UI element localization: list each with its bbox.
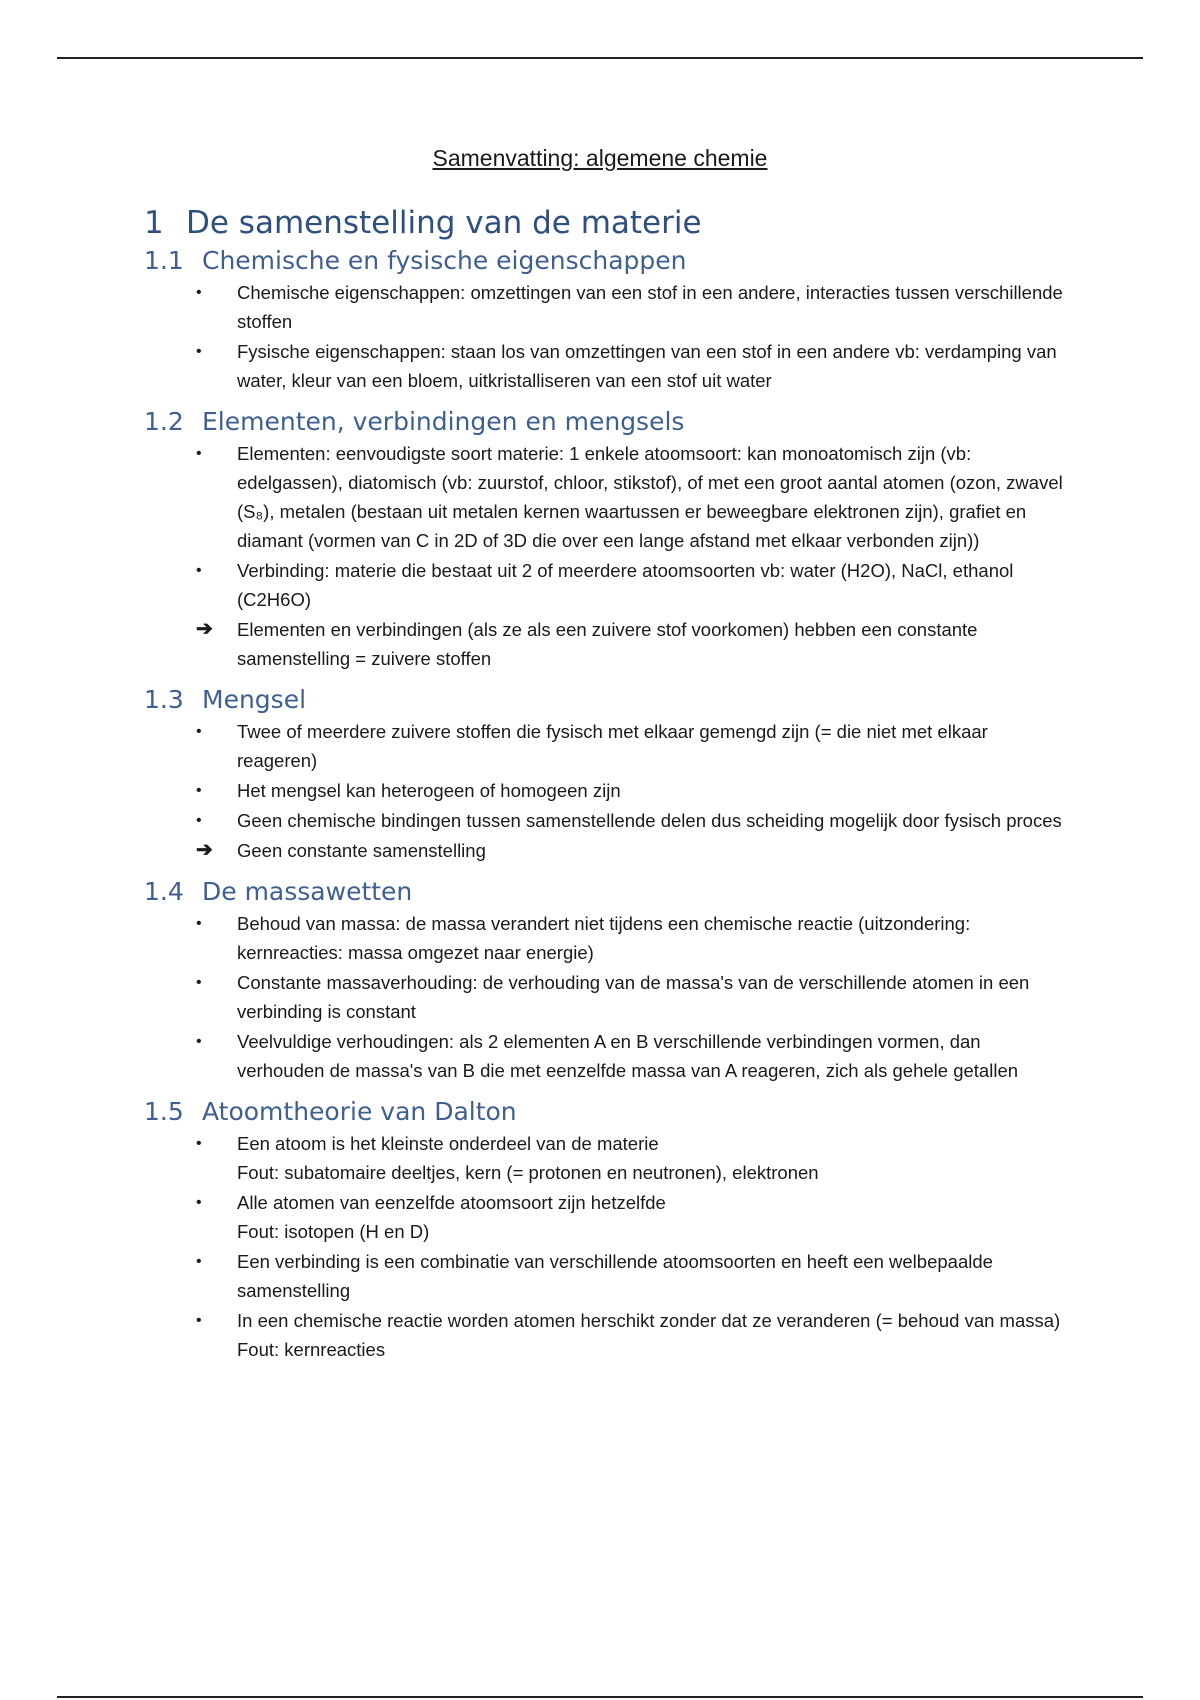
list-item <box>144 1306 1064 1364</box>
bullet-icon: • <box>196 915 202 932</box>
list-item <box>144 439 1064 555</box>
item-text: Het mengsel kan heterogeen of homogeen zijn <box>237 780 621 801</box>
section-1-1 <box>144 244 1064 395</box>
section-1-2 <box>144 405 1064 673</box>
top-rule <box>57 57 1143 59</box>
conclusion-item <box>144 615 1064 673</box>
list-item <box>144 717 1064 775</box>
section-title: Chemische en fysische eigenschappen <box>202 246 687 275</box>
item-list <box>144 1129 1064 1364</box>
bullet-icon: • <box>196 1033 202 1050</box>
list-item <box>144 337 1064 395</box>
list-item <box>144 776 1064 805</box>
item-text: Chemische eigenschappen: omzettingen van een stof in een andere, interacties tussen verschillende stoffen <box>237 282 1063 332</box>
section-1-4 <box>144 875 1064 1085</box>
section-title: De massawetten <box>202 877 413 906</box>
section-number: 1.5 <box>144 1097 184 1126</box>
chapter-number: 1 <box>144 205 164 241</box>
item-text: Geen chemische bindingen tussen samenstellende delen dus scheiding mogelijk door fysisch proces <box>237 810 1062 831</box>
item-text: Veelvuldige verhoudingen: als 2 elementen A en B verschillende verbindingen vormen, dan verhouden de massa's van B die met eenzelfde massa van A reageren, zich als gehele getallen <box>237 1031 1019 1081</box>
bullet-icon: • <box>196 812 202 829</box>
bullet-icon: • <box>196 445 202 462</box>
item-text: Constante massaverhouding: de verhouding van de massa's van de verschillende atomen in een verbinding is constant <box>237 972 1030 1022</box>
bottom-rule <box>57 1696 1143 1698</box>
item-text: Fysische eigenschappen: staan los van omzettingen van een stof in een andere vb: verdamping van water, kleur van een bloem, uitkristalliseren van een stof uit water <box>237 341 1057 391</box>
list-item <box>144 1188 1064 1246</box>
bullet-icon: • <box>196 1312 202 1329</box>
section-1-3 <box>144 683 1064 865</box>
item-text: In een chemische reactie worden atomen herschikt zonder dat ze veranderen (= behoud van massa) <box>237 1310 1061 1331</box>
sections-container <box>144 244 1064 1364</box>
item-text: Een verbinding is een combinatie van verschillende atoomsoorten en heeft een welbepaalde samenstelling <box>237 1251 993 1301</box>
item-text: Elementen: eenvoudigste soort materie: 1 enkele atoomsoort: kan monoatomisch zijn (vb: edelgassen), diatomisch (vb: zuurstof, chloor, stikstof), of met een groot aantal atomen (ozon, zwavel (S₈), metalen (bestaan uit metalen kernen waartussen er beweegbare elektronen zijn), grafiet en diamant (vormen van C in 2D of 3D die over een lange afstand met elkaar verbonden zijn)) <box>237 443 1063 551</box>
item-text: Twee of meerdere zuivere stoffen die fysisch met elkaar gemengd zijn (= die niet met elkaar reageren) <box>237 721 988 771</box>
arrow-icon: ➔ <box>196 839 213 861</box>
item-list <box>144 278 1064 395</box>
bullet-icon: • <box>196 284 202 301</box>
item-text: Behoud van massa: de massa verandert niet tijdens een chemische reactie (uitzondering: kernreacties: massa omgezet naar energie) <box>237 913 971 963</box>
item-list <box>144 717 1064 865</box>
list-item <box>144 968 1064 1026</box>
section-title: Mengsel <box>202 685 307 714</box>
document-body <box>144 203 1064 1374</box>
bullet-icon: • <box>196 782 202 799</box>
section-heading <box>144 875 1064 909</box>
item-text: Alle atomen van eenzelfde atoomsoort zijn hetzelfde <box>237 1192 666 1213</box>
document-title: Samenvatting: algemene chemie <box>432 145 768 171</box>
arrow-icon: ➔ <box>196 618 213 640</box>
section-heading <box>144 244 1064 278</box>
item-text: Een atoom is het kleinste onderdeel van de materie <box>237 1133 659 1154</box>
item-text: Elementen en verbindingen (als ze als een zuivere stof voorkomen) hebben een constante samenstelling = zuivere stoffen <box>237 619 978 669</box>
section-heading <box>144 405 1064 439</box>
section-1-5 <box>144 1095 1064 1364</box>
chapter-heading <box>144 203 1064 243</box>
section-number: 1.3 <box>144 685 184 714</box>
list-item <box>144 1247 1064 1305</box>
section-heading <box>144 1095 1064 1129</box>
conclusion-item <box>144 836 1064 865</box>
item-text: Geen constante samenstelling <box>237 840 486 861</box>
section-number: 1.1 <box>144 246 184 275</box>
chapter-title: De samenstelling van de materie <box>186 205 702 241</box>
bullet-icon: • <box>196 723 202 740</box>
section-number: 1.2 <box>144 407 184 436</box>
list-item <box>144 556 1064 614</box>
list-item <box>144 1129 1064 1187</box>
list-item <box>144 909 1064 967</box>
section-title: Atoomtheorie van Dalton <box>202 1097 517 1126</box>
item-list <box>144 439 1064 673</box>
bullet-icon: • <box>196 1253 202 1270</box>
item-text: Verbinding: materie die bestaat uit 2 of meerdere atoomsoorten vb: water (H2O), NaCl, ethanol (C2H6O) <box>237 560 1014 610</box>
bullet-icon: • <box>196 1135 202 1152</box>
list-item <box>144 806 1064 835</box>
bullet-icon: • <box>196 562 202 579</box>
section-title: Elementen, verbindingen en mengsels <box>202 407 685 436</box>
list-item <box>144 278 1064 336</box>
item-correction: Fout: subatomaire deeltjes, kern (= protonen en neutronen), elektronen <box>237 1162 819 1183</box>
item-correction: Fout: kernreacties <box>237 1339 386 1360</box>
list-item <box>144 1027 1064 1085</box>
item-correction: Fout: isotopen (H en D) <box>237 1221 430 1242</box>
bullet-icon: • <box>196 343 202 360</box>
item-list <box>144 909 1064 1085</box>
section-number: 1.4 <box>144 877 184 906</box>
section-heading <box>144 683 1064 717</box>
bullet-icon: • <box>196 974 202 991</box>
bullet-icon: • <box>196 1194 202 1211</box>
